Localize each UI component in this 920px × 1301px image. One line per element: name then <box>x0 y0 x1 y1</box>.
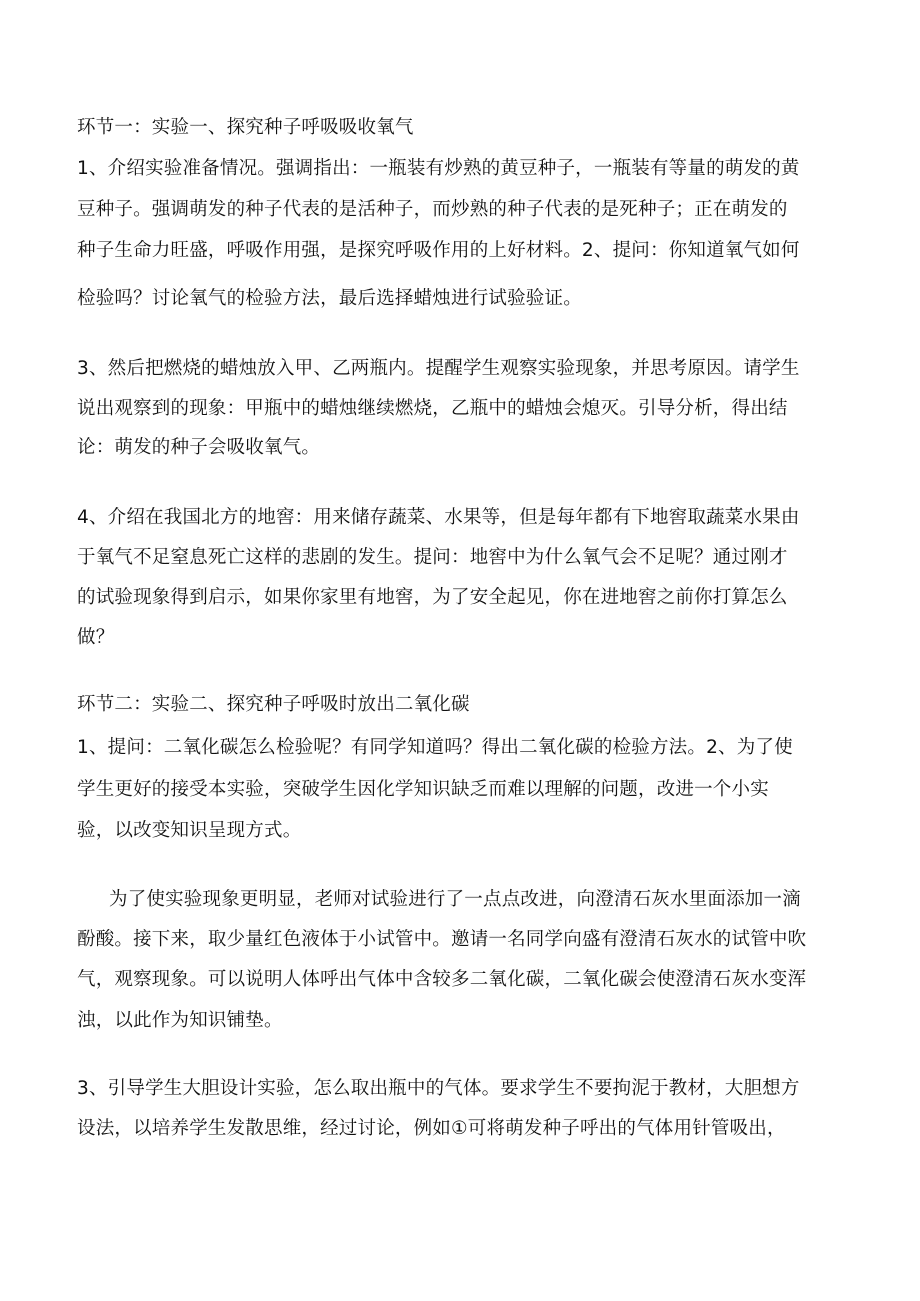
text-line: 气，观察现象。可以说明人体呼出气体中含较多二氧化碳，二氧化碳会使澄清石灰水变浑 <box>77 969 807 990</box>
text-line: 说出观察到的现象：甲瓶中的蜡烛继续燃烧，乙瓶中的蜡烛会熄灭。引导分析，得出结 <box>77 398 788 419</box>
text-line: 检验吗？讨论氧气的检验方法，最后选择蜡烛进行试验验证。 <box>77 288 582 309</box>
text-line: 设法，以培养学生发散思维，经过讨论，例如①可将萌发种子呼出的气体用针管吸出， <box>77 1118 786 1139</box>
text-line: 3、引导学生大胆设计实验，怎么取出瓶中的气体。要求学生不要拘泥于教材，大胆想方 <box>77 1078 800 1099</box>
text-line: 4、介绍在我国北方的地窖：用来储存蔬菜、水果等，但是每年都有下地窖取蔬菜水果由 <box>77 507 800 528</box>
section-heading-1: 环节一：实验一、探究种子呼吸吸收氧气 <box>77 117 414 138</box>
text-line: 验，以改变知识呈现方式。 <box>77 820 302 841</box>
text-line: 学生更好的接受本实验，突破学生因化学知识缺乏而难以理解的问题，改进一个小实 <box>77 779 769 800</box>
text-line: 豆种子。强调萌发的种子代表的是活种子，而炒熟的种子代表的是死种子；正在萌发的 <box>77 199 788 220</box>
text-line: 1、提问：二氧化碳怎么检验呢？有同学知道吗？得出二氧化碳的检验方法。2、为了使 <box>77 737 793 758</box>
text-line: 论：萌发的种子会吸收氧气。 <box>77 437 321 458</box>
text-line: 1、介绍实验准备情况。强调指出：一瓶装有炒熟的黄豆种子，一瓶装有等量的萌发的黄 <box>77 158 800 179</box>
text-line: 酚酸。接下来，取少量红色液体于小试管中。邀请一名同学向盛有澄清石灰水的试管中吹 <box>77 929 807 950</box>
section-heading-2: 环节二：实验二、探究种子呼吸时放出二氧化碳 <box>77 694 470 715</box>
text-line: 3、然后把燃烧的蜡烛放入甲、乙两瓶内。提醒学生观察实验现象，并思考原因。请学生 <box>77 358 800 379</box>
text-line: 浊，以此作为知识铺垫。 <box>77 1010 283 1031</box>
text-line: 为了使实验现象更明显，老师对试验进行了一点点改进，向澄清石灰水里面添加一滴 <box>109 889 801 910</box>
text-line: 种子生命力旺盛，呼吸作用强，是探究呼吸作用的上好材料。2、提问：你知道氧气如何 <box>77 240 800 261</box>
text-line: 的试验现象得到启示，如果你家里有地窖，为了安全起见，你在进地窖之前你打算怎么 <box>77 587 788 608</box>
text-line: 做？ <box>77 627 115 648</box>
text-line: 于氧气不足窒息死亡这样的悲剧的发生。提问：地窖中为什么氧气会不足呢？通过刚才 <box>77 547 788 568</box>
